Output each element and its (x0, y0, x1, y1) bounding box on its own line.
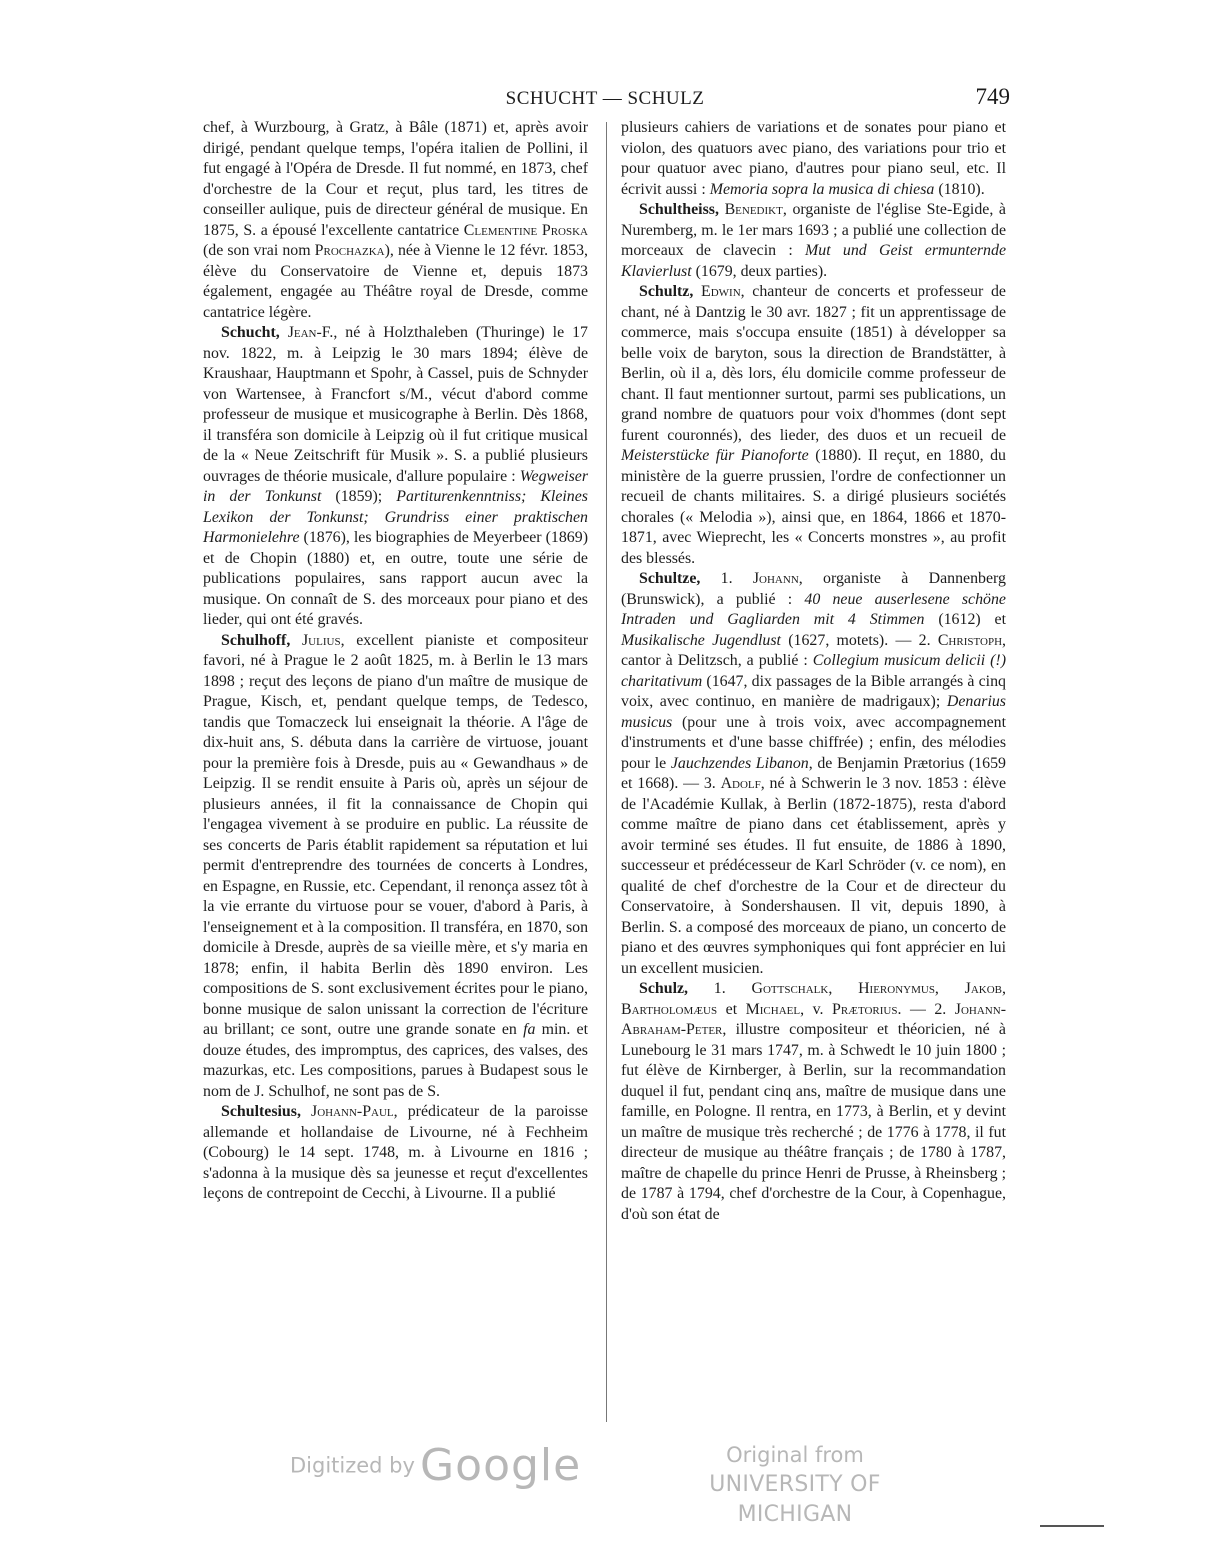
digitized-by-label: Digitized by (290, 1453, 415, 1478)
entry-headword: Schultze, (639, 570, 701, 587)
entry-schultheiss: Schultheiss, Benedikt, organiste de l'église Ste-Egide, à Nuremberg, m. le 1er mars 1693 ; a publié une collection de morceaux de clavecin : Mut und Geist ermunternde Klavierlust (1679, deux parties). (621, 201, 1007, 280)
entry-schulz: Schulz, 1. Gottschalk, Hieronymus, Jakob, Bartholomæus et Michael, v. Prætorius. — 2. Johann-Abraham-Peter, illustre compositeur et théoricien, né à Lunebourg le 31 mars 1747, m. à Schwedt le 10 juin 1800 ; fut élève de Kirnberger, à Berlin, sur la recommandation duquel il fut, pendant cinq ans, maître de musique dans une famille, en Pologne. Il rentra, en 1773, à Berlin, et y devint un maître de musique très recherché ; de 1776 à 1778, il fut directeur de musique au théâtre français ; de 1780 à 1787, maître de chapelle du prince Henri de Prusse, à Rheinsberg ; de 1787 à 1794, chef d'orchestre de la Cour, à Copenhague, d'où son état de (621, 980, 1006, 1223)
entry-headword: Schultz, (639, 283, 694, 300)
scan-mark (1040, 1525, 1104, 1527)
entry-continuation: plusieurs cahiers de variations et de sonates pour piano et violon, des quatuors avec piano, des variations pour trio et pour quatuor avec piano, d'autres pour piano seul, etc. Il écrivit aussi : Memoria sopra la musica di chiesa (1810). (621, 119, 1006, 198)
running-title: SCHUCHT — SCHULZ (505, 88, 705, 109)
entry-continuation: chef, à Wurzbourg, à Gratz, à Bâle (1871) et, après avoir dirigé, pendant quelque temps, l'opéra italien de Pollini, il fut engagé à l'Opéra de Dresde. Il fut nommé, en 1873, chef d'orchestre de la Cour et reçut, plus tard, les titres de conseiller aulique, puis de directeur général de musique. En 1875, S. a épousé l'excellente cantatrice Clementine Proska (de son vrai nom Prochazka), née à Vienne le 12 févr. 1853, élève du Conservatoire de Vienne et, depuis 1873 également, engagée au Théâtre royal de Dresde, comme cantatrice légère. (203, 119, 588, 321)
entry-schultze: Schultze, 1. Johann, organiste à Dannenberg (Brunswick), a publié : 40 neue auserlesene schöne Intraden und Gagliarden mit 4 Stimmen (1612) et Musikalische Jugendlust (1627, motets). — 2. Christoph, cantor à Delitzsch, a publié : Collegium musicum delicii (!) charitativum (1647, dix passages de la Bible arrangés à cinq voix, avec continuo, en manière de madrigaux); Denarius musicus (pour une à trois voix, avec accompagnement d'instruments et d'une basse chiffrée) ; enfin, des mélodies pour le Jauchzendes Libanon, de Benjamin Prætorius (1659 et 1668). — 3. Adolf, né à Schwerin le 3 nov. 1853 : élève de l'Académie Kullak, à Berlin (1872-1875), resta d'abord comme maître de piano dans cet établissement, après y avoir terminé ses études. Il fut ensuite, de 1886 à 1890, successeur et prédécesseur de Karl Schröder (v. ce nom), en qualité de chef d'orchestre de la Cour et de directeur du Conservatoire, à Sondershausen. Il vit, depuis 1890, à Berlin. S. a composé des morceaux de piano, un concerto de piano et des œuvres symphoniques qui font apprécier en lui un excellent musicien. (621, 570, 1006, 977)
page-number: 749 (975, 84, 1010, 109)
original-from-label: Original from (726, 1443, 864, 1467)
entry-schultz: Schultz, Edwin, chanteur de concerts et professeur de chant, né à Dantzig le 30 avr. 1827 ; fit un apprentissage de commerce, mais s'occupa ensuite (1851) à développer sa belle voix de baryton, sous la direction de Brandstätter, à Berlin, où il a, dès lors, élu domicile comme professeur de chant. Il faut mentionner surtout, parmi ses publications, un grand nombre de quatuors pour voix d'hommes (dont sept furent couronnés), des lieder, des duos et un recueil de Meisterstücke für Pianoforte (1880). Il reçut, en 1880, du ministère de la guerre prussien, l'ordre de confectionner un recueil de chants militaires. S. a dirigé plusieurs sociétés chorales (« Melodia »), ainsi que, en 1864, 1866 et 1870-1871, avec Wieprecht, les « Concerts monstres », au profit des blessés. (621, 283, 1006, 567)
entry-schulhoff: Schulhoff, Julius, excellent pianiste et compositeur favori, né à Prague le 2 août 1825, m. à Berlin le 13 mars 1898 ; reçut des leçons de piano d'un maître de musique de Prague, Kisch, et, pendant quelque temps, de Tedesco, tandis que Tomaczeck lui enseignait la théorie. A l'âge de dix-huit ans, S. débuta dans la carrière de virtuose, jouant pour la première fois à Dresde, puis au « Gewandhaus » de Leipzig. Il se rendit ensuite à Paris où, après un séjour de plusieurs années, il fit la connaissance de Chopin qui l'engagea vivement à se produire en public. La réussite de ses concerts de Paris établit rapidement sa réputation et lui permit d'entreprendre des tournées de concerts à Londres, en Espagne, en Russie, etc. Cependant, il renonça assez tôt à la vie errante du virtuose pour se vouer, d'abord à Paris, à l'enseignement et à la composition. Il transféra, en 1870, son domicile à Dresde, auprès de sa vieille mère, et s'y maria en 1878; enfin, il habita Berlin dès 1890 environ. Les compositions de S. sont exclusivement écrites pour le piano, bonne musique de salon unissant la correction de l'écriture au brillant; ce sont, outre une grande sonate en fa min. et douze études, des impromptus, des caprices, des valses, des mazurkas, etc. Les compositions, parues à Budapest sous le nom de J. Schulhof, ne sont pas de S. (203, 631, 589, 1100)
entry-schultesius: Schultesius, Johann-Paul, prédicateur de la paroisse allemande et hollandaise de Livourne, né à Fechheim (Cobourg) le 14 sept. 1748, m. à Livourne en 1816 ; s'adonna à la musique dès sa jeunesse et reçut d'excellentes leçons de contrepoint de Cecchi, à Livourne. Il a publié (203, 1103, 588, 1202)
column-divider (606, 122, 607, 1422)
left-column (203, 118, 588, 1205)
digitized-watermark (290, 1440, 581, 1491)
original-from-watermark (665, 1440, 925, 1530)
entry-headword: Schucht, (221, 324, 280, 341)
google-logo: Google (420, 1440, 582, 1491)
entry-headword: Schulhoff, (221, 631, 291, 649)
entry-headword: Schultesius, (221, 1103, 301, 1120)
entry-headword: Schultheiss, (639, 201, 719, 218)
university-label: UNIVERSITY OF MICHIGAN (709, 1472, 881, 1527)
entry-headword: Schulz, (639, 980, 689, 997)
entry-schucht: Schucht, Jean-F., né à Holzthaleben (Thuringe) le 17 nov. 1822, m. à Leipzig le 30 mars 1894; élève de Kraushaar, Hauptmann et Spohr, à Cassel, puis de Schnyder von Wartensee, à Francfort s/M., vécut d'abord comme professeur de musique et musicographe à Berlin. Dès 1868, il transféra son domicile à Leipzig où il fut critique musical de la « Neue Zeitschrift für Musik ». S. a publié plusieurs ouvrages de théorie musicale, d'allure populaire : Wegweiser in der Tonkunst (1859); Partiturenkenntniss; Kleines Lexikon der Tonkunst; Grundriss einer praktischen Harmonielehre (1876), les biographies de Meyerbeer (1869) et de Chopin (1880) et, en outre, toute une série de publications populaires, sans rapport aucun avec la musique. On connaît de S. des morceaux pour piano et des lieder, qui ont été gravés. (203, 324, 588, 628)
running-header (200, 84, 1010, 114)
right-column (621, 118, 1006, 1225)
